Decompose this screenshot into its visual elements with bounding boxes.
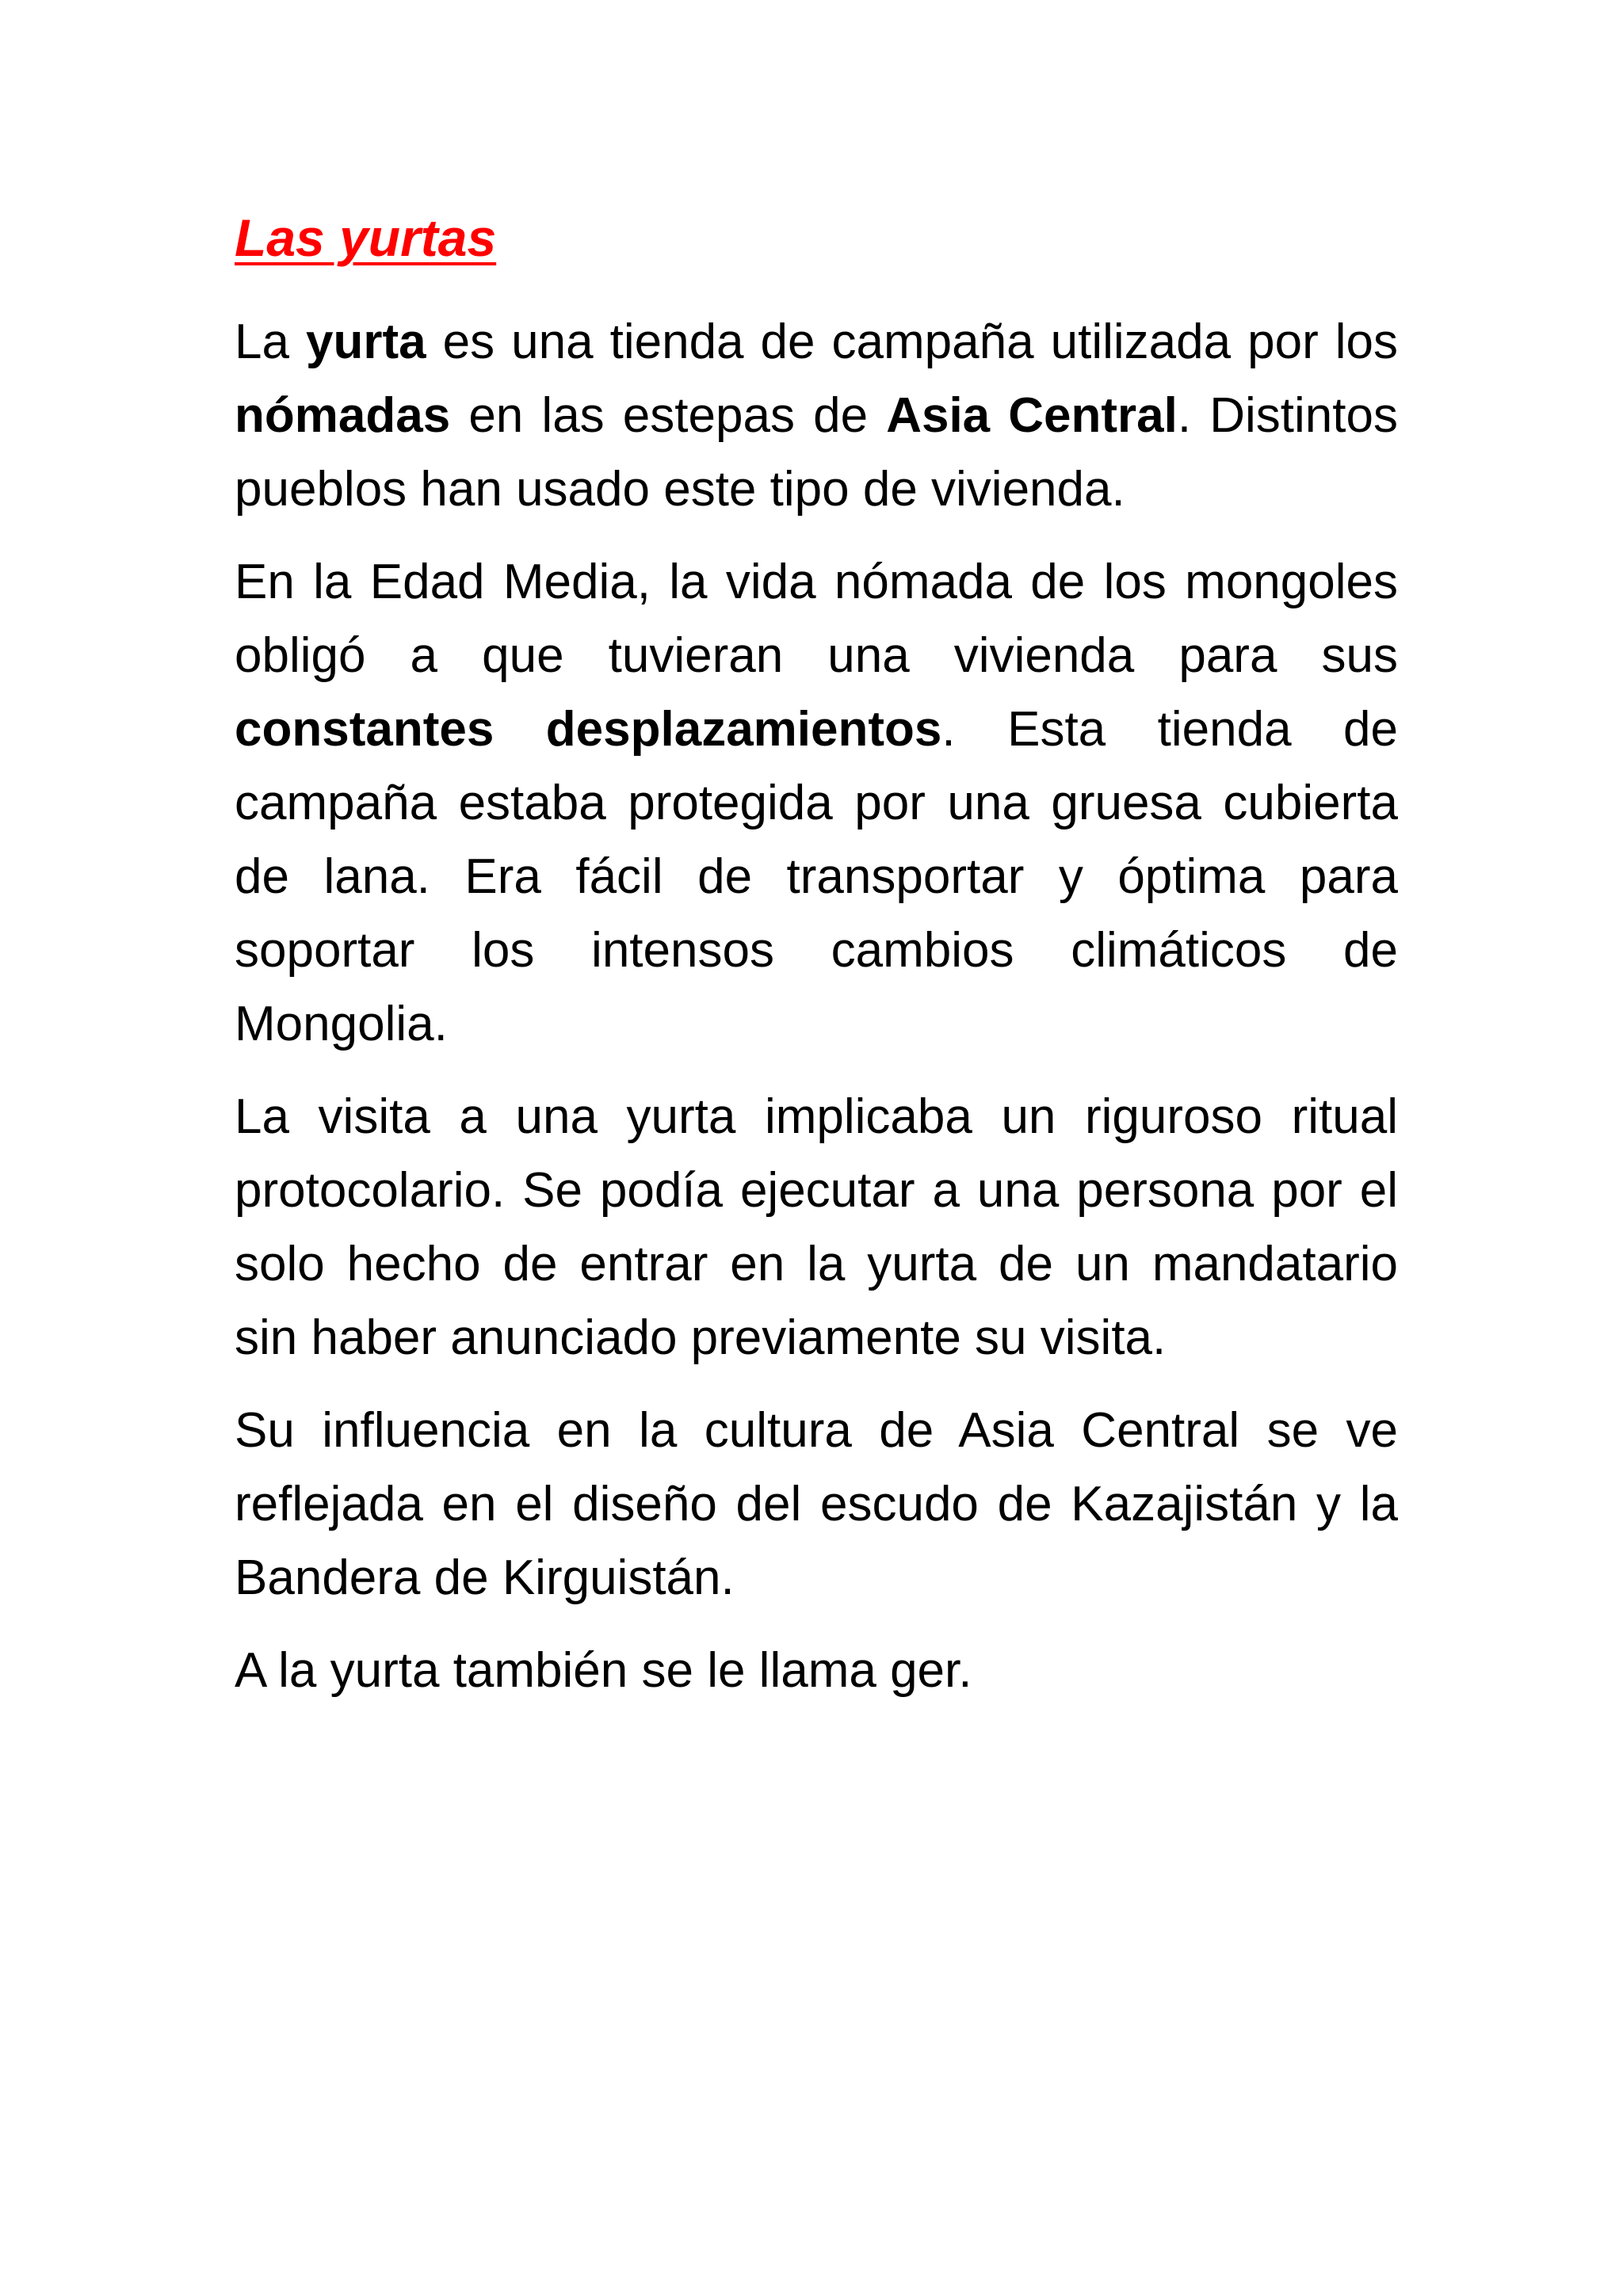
text-segment: . Distintos pueblos han usado este tipo de vivienda. [235, 388, 1398, 517]
text-segment: Su influencia en la cultura de Asia Central se ve reflejada en el diseño del escudo de Kazajistán y la Bandera de Kirguistán. [235, 1403, 1398, 1605]
text-segment: es una tienda de campaña utilizada por los [426, 315, 1398, 369]
paragraph-3 [235, 1080, 1398, 1375]
paragraph-4 [235, 1394, 1398, 1615]
paragraph-1 [235, 305, 1398, 526]
document-title: Las yurtas [235, 208, 497, 267]
text-segment: En la Edad Media, la vida nómada de los mongoles obligó a que tuvieran una vivienda para sus [235, 555, 1398, 683]
bold-term-nomadas: nómadas [235, 388, 451, 443]
text-segment: . Esta tienda de campaña estaba protegida por una gruesa cubierta de lana. Era fácil de transportar y óptima para soportar los intensos cambios climáticos de Mongolia. [235, 702, 1398, 1051]
text-segment: La [235, 315, 306, 369]
bold-term-yurta: yurta [306, 315, 426, 369]
paragraph-2 [235, 545, 1398, 1061]
bold-term-asia-central: Asia Central [886, 388, 1178, 443]
text-segment: en las estepas de [450, 388, 887, 443]
paragraph-5 [235, 1634, 1398, 1707]
document-body [235, 202, 1398, 1726]
text-segment: A la yurta también se le llama ger. [235, 1643, 972, 1698]
text-segment: La visita a una yurta implicaba un riguroso ritual protocolario. Se podía ejecutar a una persona por el solo hecho de entrar en la yurta de un mandatario sin haber anunciado previamente su visita. [235, 1089, 1398, 1365]
bold-term-constantes-desplazamientos: constantes desplazamientos [235, 702, 942, 757]
